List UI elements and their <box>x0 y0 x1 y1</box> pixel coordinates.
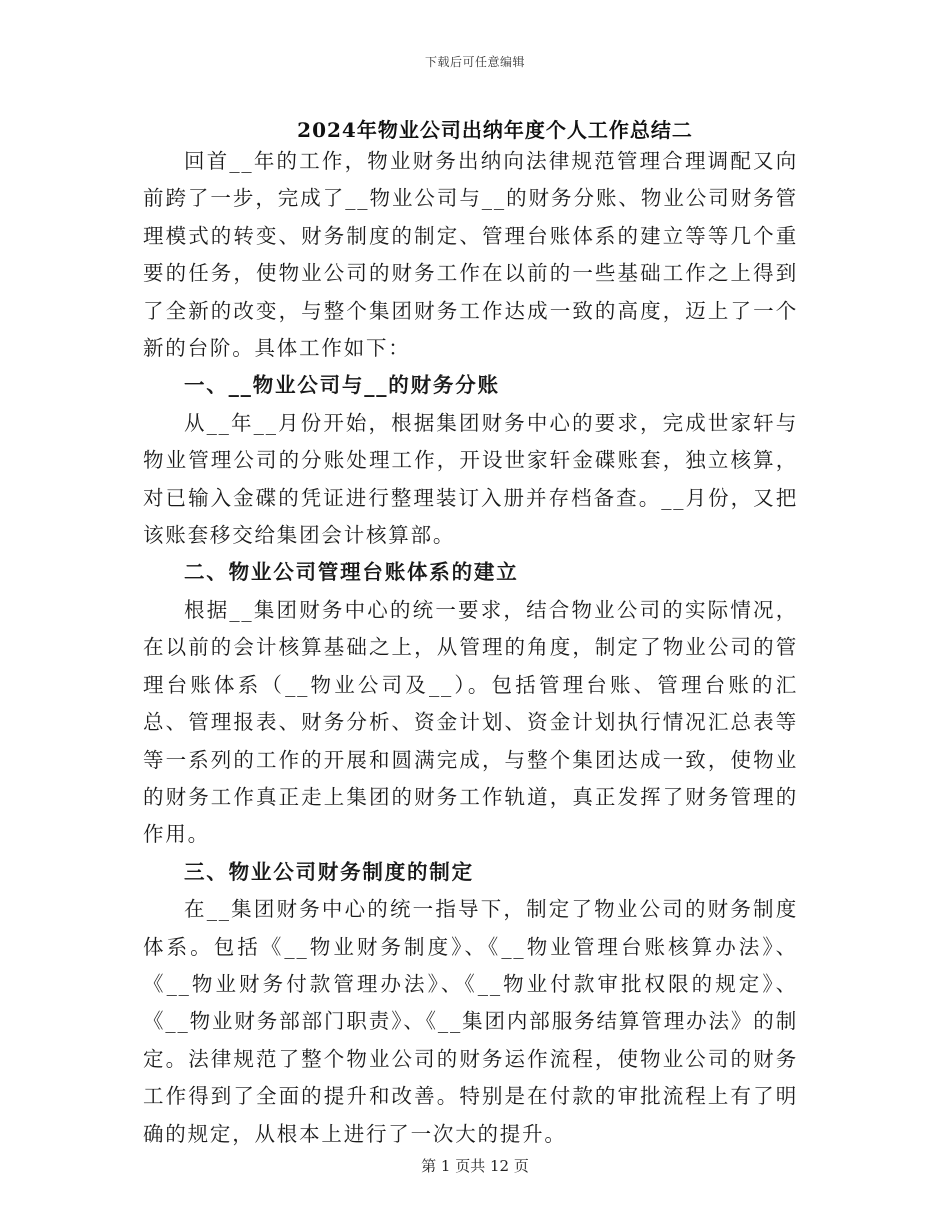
section-paragraph-1: 从__年__月份开始，根据集团财务中心的要求，完成世家轩与物业管理公司的分账处理工作，开设世家轩金碟账套，独立核算，对已输入金碟的凭证进行整理装订入册并存档备查。__月份，又把该账套移交给集团会计核算部。 <box>143 410 798 548</box>
section-heading-3: 三、物业公司财务制度的制定 <box>184 859 474 884</box>
intro-paragraph: 回首__年的工作，物业财务出纳向法律规范管理合理调配又向前跨了一步，完成了__物业公司与__的财务分账、物业公司财务管理模式的转变、财务制度的制定、管理台账体系的建立等等几个重要的任务，使物业公司的财务工作在以前的一些基础工作之上得到了全新的改变，与整个集团财务工作达成一致的高度，迈上了一个新的台阶。具体工作如下： <box>143 149 798 361</box>
page-number-footer: 第 1 页共 12 页 <box>421 1157 529 1175</box>
document-title: 2024年物业公司出纳年度个人工作总结二 <box>297 118 693 142</box>
section-heading-2: 二、物业公司管理台账体系的建立 <box>184 560 519 585</box>
section-paragraph-2: 根据__集团财务中心的统一要求，结合物业公司的实际情况，在以前的会计核算基础之上，从管理的角度，制定了物业公司的管理台账体系（__物业公司及__）。包括管理台账、管理台账的汇总、管理报表、财务分析、资金计划、资金计划执行情况汇总表等等一系列的工作的开展和圆满完成，与整个集团达成一致，使物业的财务工作真正走上集团的财务工作轨道，真正发挥了财务管理的作用。 <box>143 597 798 847</box>
header-note: 下载后可任意编辑 <box>424 55 525 69</box>
section-paragraph-3: 在__集团财务中心的统一指导下，制定了物业公司的财务制度体系。包括《__物业财务制度》、《__物业管理台账核算办法》、《__物业财务付款管理办法》、《__物业付款审批权限的规定》、《__物业财务部部门职责》、《__集团内部服务结算管理办法》的制定。法律规范了整个物业公司的财务运作流程，使物业公司的财务工作得到了全面的提升和改善。特别是在付款的审批流程上有了明确的规定，从根本上进行了一次大的提升。 <box>143 897 798 1146</box>
document-body <box>143 143 798 1153</box>
section-heading-1: 一、__物业公司与__的财务分账 <box>184 373 500 398</box>
